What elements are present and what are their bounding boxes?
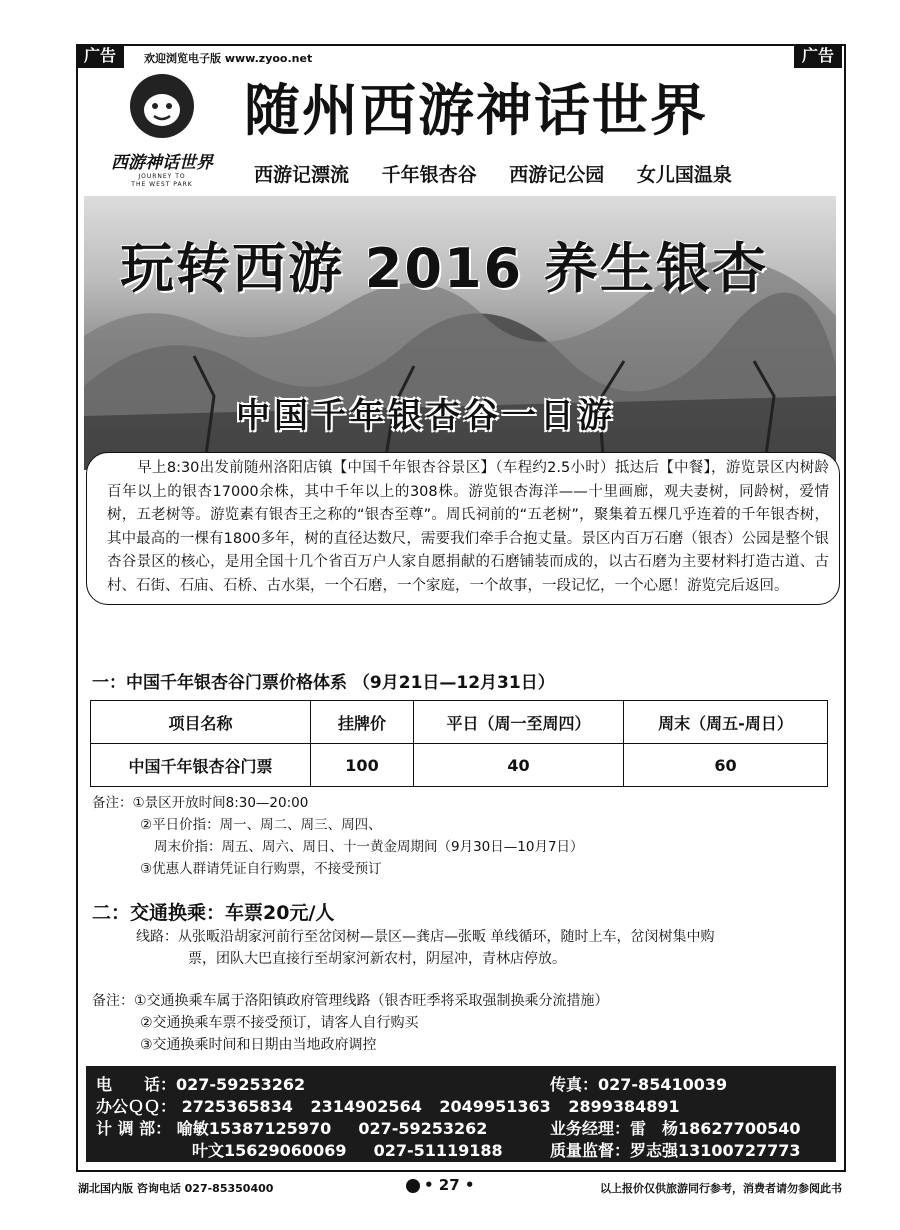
note-line: 备注：①交通换乘车属于洛阳镇政府管理线路（银杏旺季将采取强制换乘分流措施） xyxy=(92,993,609,1009)
attraction-item: 千年银杏谷 xyxy=(381,164,477,186)
note-line: 周末价指：周五、周六、周日、十一黄金周期间（9月30日—10月7日） xyxy=(154,839,584,855)
table-cell: 中国千年银杏谷门票 xyxy=(91,744,311,787)
route-info xyxy=(136,926,714,970)
attraction-list xyxy=(254,160,758,187)
page-number-text: • 27 • xyxy=(424,1176,475,1194)
logo-sub-1: JOURNEY TO xyxy=(138,173,186,180)
qq-number: 2314902564 xyxy=(310,1097,422,1116)
logo-text: 西游神话世界 xyxy=(111,153,213,173)
section-2-title: 二：交通换乘：车票20元/人 xyxy=(92,902,335,924)
note-line: 备注：①景区开放时间8:30—20:00 xyxy=(92,795,309,811)
note-line: ②交通换乘车票不接受预订，请客人自行购买 xyxy=(140,1015,419,1031)
ad-label-left: 广告 xyxy=(76,44,124,68)
dispatch-contact: 叶文15629060069 xyxy=(192,1141,347,1160)
fax-value: 027-85410039 xyxy=(598,1075,728,1094)
transfer-notes xyxy=(92,990,609,1056)
dispatch-tel: 027-59253262 xyxy=(358,1119,488,1138)
table-header: 项目名称 xyxy=(91,701,311,744)
table-cell: 60 xyxy=(624,744,828,787)
contact-panel xyxy=(86,1066,836,1162)
table-cell: 100 xyxy=(311,744,414,787)
table-header: 挂牌价 xyxy=(311,701,414,744)
ticket-price-table xyxy=(90,700,828,787)
page-badge-icon xyxy=(406,1179,420,1193)
ticket-notes xyxy=(92,792,584,880)
logo-sub-2: THE WEST PARK xyxy=(131,181,193,188)
route-line: 线路：从张畈沿胡家河前行至岔闵树—景区—龚店—张畈 单线循环，随时上车，岔闵树集中购 xyxy=(136,929,715,945)
note-line: ③交通换乘时间和日期由当地政府调控 xyxy=(140,1037,377,1053)
hero-subtitle: 中国千年银杏谷一日游 xyxy=(236,396,616,436)
note-line: ③优惠人群请凭证自行购票，不接受预订 xyxy=(140,861,382,877)
brand-logo xyxy=(96,74,228,192)
tour-intro-text: 早上8:30出发前随州洛阳店镇【中国千年银杏谷景区】（车程约2.5小时）抵达后【中餐】，游览景区内树龄百年以上的银杏17000余株，其中千年以上的308株。游览银杏海洋——十里画廊，观夫妻树，同龄树，爱情树，五老树等。游览素有银杏王之称的“银杏至尊”。周氏祠前的“五老树”，聚集着五棵几乎连着的千年银杏树，其中最高的一棵有1800多年，树的直径达数尺，需要我们牵手合抱丈量。景区内百万石磨（银杏）公园是整个银杏谷景区的核心，是用全国十几个省百万户人家自愿捐献的石磨铺装而成的，以古石磨为主要材料打造古道、古村、石街、石庙、石桥、古水渠，一个石磨，一个家庭，一个故事，一段记忆，一个心愿！游览完后返回。 xyxy=(107,460,829,594)
fax-label: 传真： xyxy=(550,1075,599,1094)
section-1-title: 一：中国千年银杏谷门票价格体系 （9月21日—12月31日） xyxy=(92,673,555,693)
table-header: 平日（周一至周四） xyxy=(414,701,624,744)
tel-value: 027-59253262 xyxy=(176,1075,306,1094)
tour-intro xyxy=(86,452,840,605)
monkey-logo-icon xyxy=(130,74,194,138)
table-header: 周末（周五-周日） xyxy=(624,701,828,744)
attraction-item: 西游记漂流 xyxy=(254,164,350,186)
footer-right: 以上报价仅供旅游同行参考，消费者请勿参阅此书 xyxy=(600,1182,842,1195)
dispatch-contact: 喻敏15387125970 xyxy=(176,1119,332,1138)
tel-label: 电 话： xyxy=(96,1075,177,1094)
dispatch-tel: 027-51119188 xyxy=(373,1141,503,1160)
attraction-item: 女儿国温泉 xyxy=(636,164,732,186)
hero-title: 玩转西游 2016 养生银杏 xyxy=(120,237,768,300)
dispatch-label: 计 调 部： xyxy=(96,1119,172,1138)
page-number xyxy=(406,1176,475,1194)
manager-label: 业务经理： xyxy=(550,1119,631,1138)
brand-title: 随州西游神话世界 xyxy=(244,79,708,144)
qq-number: 2899384891 xyxy=(568,1097,680,1116)
footer-left: 湖北国内版 咨询电话 027-85350400 xyxy=(78,1182,274,1195)
attraction-item: 西游记公园 xyxy=(509,164,605,186)
route-line: 票，团队大巴直接行至胡家河新农村，阴屋冲，青林店停放。 xyxy=(188,951,566,967)
table-header-row xyxy=(91,701,828,744)
ad-label-right: 广告 xyxy=(794,44,842,68)
welcome-text: 欢迎浏览电子版 www.zyoo.net xyxy=(144,52,313,65)
quality-label: 质量监督： xyxy=(550,1141,631,1160)
qq-number: 2725365834 xyxy=(181,1097,293,1116)
manager-value: 雷 杨18627700540 xyxy=(630,1119,801,1138)
note-line: ②平日价指：周一、周二、周三、周四、 xyxy=(140,817,382,833)
table-cell: 40 xyxy=(414,744,624,787)
quality-value: 罗志强13100727773 xyxy=(630,1141,801,1160)
table-row xyxy=(91,744,828,787)
qq-label: 办公ＱＱ： xyxy=(96,1097,177,1116)
qq-number: 2049951363 xyxy=(439,1097,551,1116)
